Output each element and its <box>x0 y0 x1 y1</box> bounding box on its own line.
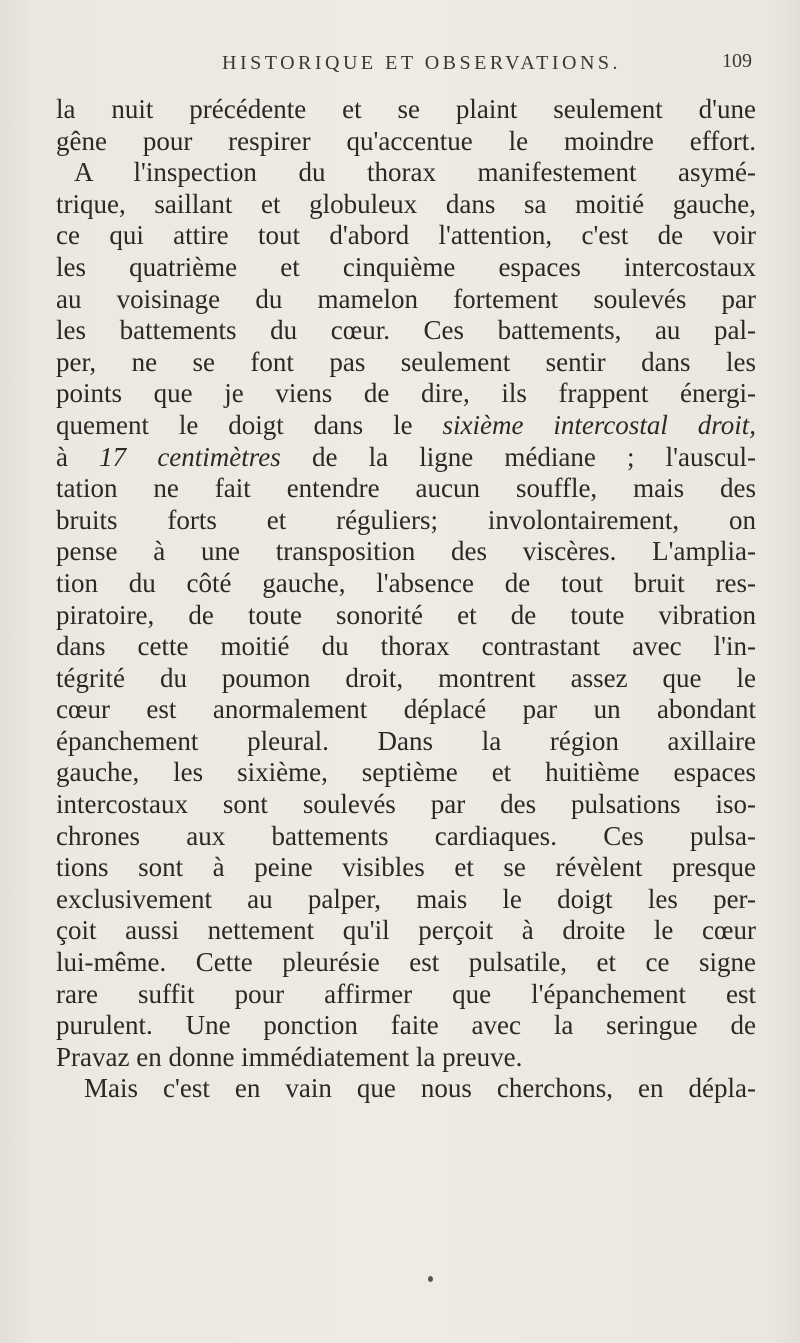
text-line: chrones aux battements cardiaques. Ces pulsa- <box>56 820 756 851</box>
text-segment: à <box>56 441 68 472</box>
text-line: purulent. Une ponction faite avec la seringue de <box>56 1010 756 1041</box>
text-line <box>56 442 756 474</box>
text-line: pense à une transposition des viscères. L'amplia- <box>56 536 756 567</box>
text-line <box>56 410 756 442</box>
text-line: la nuit précédente et se plaint seulement d'une <box>56 94 756 124</box>
page-number: 109 <box>722 50 752 72</box>
italic-segment: sixième intercostal droit, <box>442 409 756 440</box>
text-line: ce qui attire tout d'abord l'attention, c'est de voir <box>56 220 756 251</box>
text-line: piratoire, de toute sonorité et de toute vibration <box>56 599 756 630</box>
text-line: dans cette moitié du thorax contrastant avec l'in- <box>56 631 756 662</box>
body-text <box>56 94 756 1105</box>
running-head: HISTORIQUE ET OBSERVATIONS. <box>222 52 622 74</box>
text-line: rare suffit pour affirmer que l'épanchement est <box>56 978 756 1009</box>
text-line: gêne pour respirer qu'accentue le moindre effort. <box>56 125 756 156</box>
text-line: gauche, les sixième, septième et huitième espaces <box>56 757 756 788</box>
text-line: A l'inspection du thorax manifestement asymé- <box>74 157 756 188</box>
text-line: Mais c'est en vain que nous cherchons, en dépla- <box>84 1073 756 1104</box>
text-line: per, ne se font pas seulement sentir dans les <box>56 346 756 377</box>
text-line: tation ne fait entendre aucun souffle, mais des <box>56 473 756 504</box>
text-line: exclusivement au palper, mais le doigt les per- <box>56 883 756 914</box>
ink-speck <box>428 1276 433 1282</box>
text-line: épanchement pleural. Dans la région axillaire <box>56 725 756 756</box>
text-line: points que je viens de dire, ils frappent énergi- <box>56 378 756 409</box>
text-line: intercostaux sont soulevés par des pulsations iso- <box>56 789 756 820</box>
text-line: Pravaz en donne immédiatement la preuve. <box>56 1041 523 1072</box>
text-line: les battements du cœur. Ces battements, au pal- <box>56 315 756 346</box>
text-line: tégrité du poumon droit, montrent assez que le <box>56 662 756 693</box>
text-line: trique, saillant et globuleux dans sa moitié gauche, <box>56 188 756 219</box>
text-line: tions sont à peine visibles et se révèlent presque <box>56 852 756 883</box>
text-segment: quement le doigt dans le <box>56 409 413 440</box>
italic-segment: 17 centimètres <box>99 441 281 472</box>
text-line: çoit aussi nettement qu'il perçoit à droite le cœur <box>56 915 756 946</box>
text-segment: de la ligne médiane ; l'auscul- <box>311 441 757 472</box>
text-line: bruits forts et réguliers; involontairement, on <box>56 504 756 535</box>
text-line: les quatrième et cinquième espaces intercostaux <box>56 251 756 282</box>
text-line: tion du côté gauche, l'absence de tout bruit res- <box>56 567 756 598</box>
text-line: lui-même. Cette pleurésie est pulsatile, et ce signe <box>56 947 756 978</box>
text-line: au voisinage du mamelon fortement soulevés par <box>56 283 756 314</box>
text-line: cœur est anormalement déplacé par un abondant <box>56 694 756 725</box>
